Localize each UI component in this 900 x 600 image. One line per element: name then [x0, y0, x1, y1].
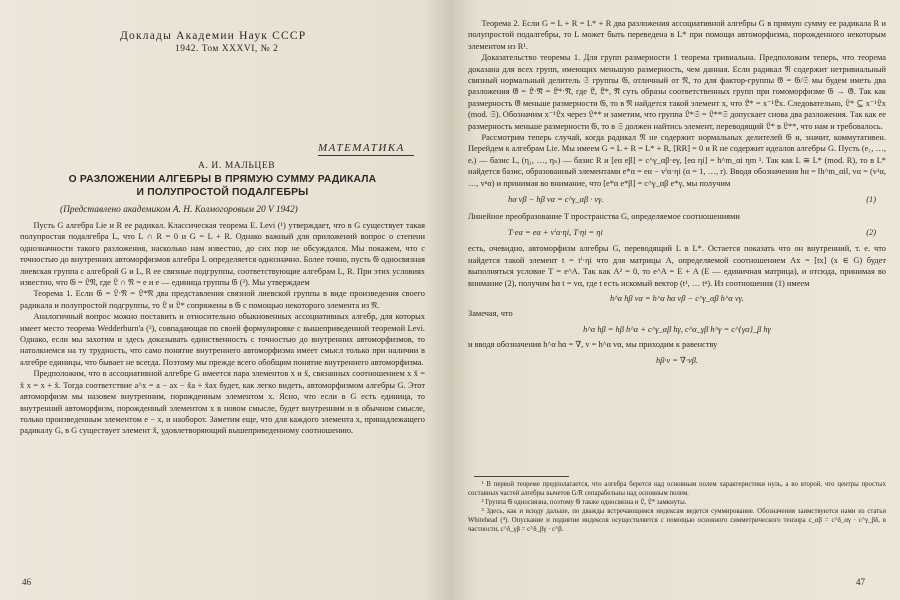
equation-3: h^α hβ vα = h^α hα vβ − c^γ_αβ h^α vγ.: [610, 293, 744, 303]
paragraph-intro: Пусть G алгебра Lie и R ее радикал. Классическая теорема E. Levi (¹) утверждает, что в G существует такая полупростая подалгебра L, что L ∩ R = 0 и G = L + R. Однако важный для приложений вопрос о степени однозначности такого разложения, насколько нам известно, до сих пор не обсуждался. Мы покажем, что с точностью до внутренних автоморфизмов алгебра L определяется однозначно. Более точно, пусть 𝔊 односвязная лиевская группа с алгеброй G и L, R ее связные подгруппы, соответствующие алгебрам L, R. При этих условиях известно, что 𝔊 = 𝔏𝔑, где 𝔏 ∩ 𝔑 = e и e — единица группы 𝔊 (²). Мы утверждаем: [20, 221, 425, 288]
article-author: А. И. МАЛЬЦЕВ: [198, 161, 276, 171]
paragraph-analogous-question: Аналогичный вопрос можно поставить и относительно обыкновенных ассоциативных алгебр, для которых имеет место теорема Wedderburn'a (³), совпадающая по своей формулировке с вышеприведенной теоремой Levi. Однако, если мы захотим и здесь доказывать единственность с точностью до внутренних автоморфизмов, то натолкнемся на ту трудность, что само понятие внутреннего автоморфизма имеет смысл только при наличии в алгебре единицы, что бывает не всегда. Поэтому мы прежде всего обобщим понятие внутреннего автоморфизма.: [20, 312, 425, 367]
paragraph-theorem-2: Теорема 2. Если G = L + R = L* + R два разложения ассоциативной алгебры G в прямую сумму ее радикала R и полупростой подалгебры, то L может быть переведена в L* при помощи автоморфизма, порожденного некоторым элементом из R¹.: [468, 19, 886, 51]
left-body-text: [20, 220, 425, 437]
journal-volume: 1942. Том XXXVI, № 2: [175, 44, 279, 54]
paragraph-linear-transform: Линейное преобразование T пространства G, определяемое соотношениями: [468, 211, 740, 221]
paragraph-proof-theorem-1: Доказательство теоремы 1. Для групп размерности 1 теорема тривиальна. Предположим теперь, что теорема доказана для всех групп, имеющих меньшую размерность, чем данная. Если радикал 𝔑 содержит нетривиальный связный нормальный делитель 𝔖 группы 𝔊, отличный от 𝔑, то для фактор-группы 𝔊̄ = 𝔊/𝔖 мы будем иметь два разложения 𝔊̄ = 𝔏̄·𝔑̄ = 𝔏̄*·𝔑̄, где 𝔏̄, 𝔏̄*, 𝔑̄ суть образы соответственных групп при гомоморфизме 𝔊 → 𝔊̄. Так как размерность 𝔊̄ меньше размерности 𝔊, то в 𝔑 найдется такой элемент x, что 𝔏̄* = x⁻¹𝔏̄x. Следовательно, 𝔏* ⊆ x⁻¹𝔏x (mod. 𝔖). Обозначим x⁻¹𝔏x через 𝔏** и заметим, что группа 𝔏*𝔖 = 𝔏**𝔖 допускает снова два разложения. Так как ее размерность меньше размерности 𝔊, то в 𝔖 должен найтись элемент, переводящий 𝔏* в 𝔏**, что нам и требовалось.: [468, 53, 886, 131]
journal-title: Доклады Академии Наук СССР: [120, 30, 307, 42]
article-title: [50, 173, 395, 199]
article-title-line-1: О РАЗЛОЖЕНИИ АЛГЕБРЫ В ПРЯМУЮ СУММУ РАДИКАЛА: [68, 174, 377, 185]
paragraph-theorem-1: Теорема 1. Если 𝔊 = 𝔏·𝔑 = 𝔏*𝔑 два представления связной лиевской группы в виде произведения своего радикала и полупростой подгруппы, то 𝔏 и 𝔏* сопряжены в 𝔊 с помощью некоторого элемента из 𝔑.: [20, 289, 425, 310]
article-title-line-2: И ПОЛУПРОСТОЙ ПОДАЛГЕБРЫ: [136, 187, 309, 198]
page-number-right: 47: [856, 577, 865, 587]
footnotes: [468, 480, 886, 535]
paragraph-inner-automorphism: Предположим, что в ассоциативной алгебре G имеется пара элементов x и x̌, связанных соотношением x x̌ = x̌ x = x + x̌. Тогда соответствие a^x = a − ax − x̌a + x̌ax будет, как легко видеть, автоморфизмом алгебры G. Этот автоморфизм мы назовем внутренним, порожденным элементом x. Ясно, что если в G есть единица, то внутренний автоморфизм, порожденный элементом x в новом смысле, будет внутренним и в обычном смысле, только произведенным элементом e − x, и наоборот. Заметим еще, что для каждого элемента x, принадлежащего радикалу G, в G существует элемент x̌, удовлетворяющий вышеприведенному соотношению.: [20, 369, 425, 436]
footnote-1: ¹ В первой теореме предполагается, что алгебра берется над основным полем характеристики нуль, а во второй, что центры простых составных частей алгебры вычетов G/R сепарабельны над основным полем.: [468, 481, 886, 498]
section-rule: [318, 155, 414, 156]
page-number-left: 46: [22, 577, 31, 587]
right-body-text: [468, 18, 886, 370]
left-page: [0, 0, 448, 600]
right-page: [452, 0, 900, 600]
book-gutter: [449, 0, 450, 600]
equation-1-number: (1): [866, 195, 876, 205]
paragraph-commutative-case: Рассмотрим теперь случай, когда радикал 𝔑 не содержит нормальных делителей 𝔊 и, значит, коммутативен. Перейдем к алгебрам Lie. Мы имеем G = L + R = L* + R, [RR] = 0 и R не содержит идеалов алгебры G. Пусть (e₁, …, eᵣ) — базис L, (η₁, …, ηₙ) — базис R и [eα eβ] = c^γ_αβ·eγ, [eα ηi] = h^m_αi ηm ¹. Так как L ≅ L* (mod. R), то в L* найдется базис, образованный элементами e*α = eα − vⁱα·ηi (α = 1, …, r). Вводя обозначения hα = ‖h^m_αi‖, vα = (v¹α, …, vⁿα) и принимая во внимание, что [e*α e*β] = c^γ_αβ e*γ, мы получим: [468, 133, 886, 188]
footnote-3: ³ Здесь, как и всюду дальше, по дважды встречающимся индексам ведется суммирование. Обозначения заимствуются нами из статьи Whitehead (⁴). Опускание и поднятие индексов осуществляется с помощью основного симметрического тензора c_αβ = c^δ_αγ · c^γ_βδ, в частности, c^δ_γβ = c^δ_βγ · c^β.: [468, 508, 886, 534]
paragraph-automorphism-inner: есть, очевидно, автоморфизм алгебры G, переводящий L в L*. Остается показать что он внутренний, т. е. что найдется такой элемент t = tⁱ·ηi что для матрицы A, определяемой соотношением Ax = [tx] (x ∈ G) будет выполняться условие T = e^A. Так как A² = 0, то e^A = E + A (E — единичная матрица), и отсюда, принимая во внимание (2), получим hα t = vα, где t есть искомый вектор (t¹, … tⁿ). Из соотношения (1) имеем: [468, 244, 886, 288]
equation-2-number: (2): [866, 227, 876, 237]
section-heading: МАТЕМАТИКА: [318, 142, 405, 154]
paragraph-introducing: и вводя обозначения h^α hα = ∇, v = h^α vα, мы приходим к равенству: [468, 340, 718, 350]
equation-1-body: hα vβ − hβ vα = c^γ_αβ · vγ.: [508, 195, 604, 205]
paragraph-noting: Замечая, что: [468, 309, 513, 319]
presented-by-note: (Представлено академиком А. Н. Колмогоровым 20 V 1942): [60, 205, 298, 215]
equation-1: [468, 189, 886, 210]
equation-5: hβ·v = ∇·vβ.: [656, 355, 698, 365]
equation-2: [468, 222, 886, 243]
footnote-2: ² Группа 𝔊 односвязна, поэтому 𝔊 также односвязна и 𝔏, 𝔏* замкнуты.: [481, 499, 687, 507]
equation-4: h^α hβ = hβ h^α + c^γ_αβ hγ, c^α_γβ h^γ = c^{γα}_β hγ: [583, 324, 771, 334]
equation-2-body: T·eα = eα + vⁱα·ηi, T·ηi = ηi: [508, 227, 603, 237]
footnote-rule: [474, 476, 569, 477]
